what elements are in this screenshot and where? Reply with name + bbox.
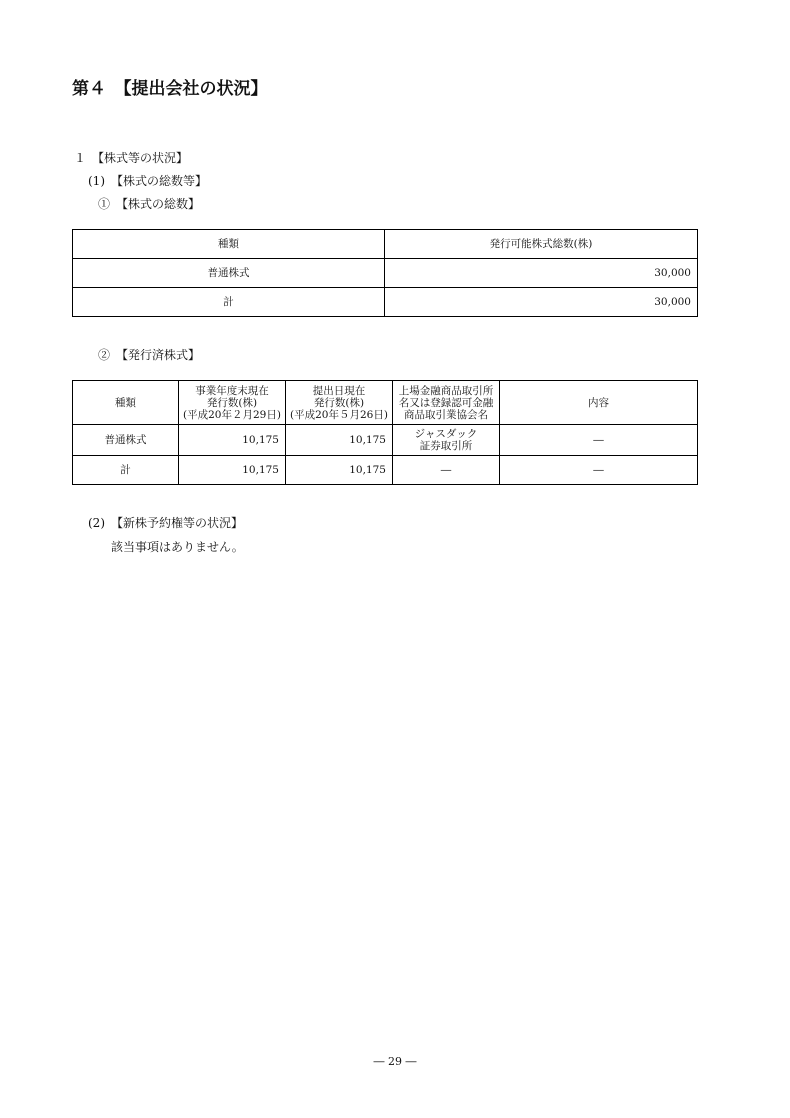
table-cell: 30,000 bbox=[385, 259, 698, 288]
table-header: 種類 bbox=[73, 230, 385, 259]
subsection-heading: (2) 【新株予約権等の状況】 bbox=[88, 516, 243, 530]
total-shares-table bbox=[72, 229, 698, 317]
table-cell: 計 bbox=[73, 288, 385, 317]
table-header: 発行可能株式総数(株) bbox=[385, 230, 698, 259]
table-cell: ― bbox=[500, 456, 698, 485]
section-heading: １ 【株式等の状況】 bbox=[74, 151, 189, 165]
table-cell: 30,000 bbox=[385, 288, 698, 317]
table-header: 上場金融商品取引所 名又は登録認可金融 商品取引業協会名 bbox=[393, 381, 500, 425]
table-cell: ― bbox=[500, 425, 698, 456]
table-row bbox=[73, 259, 698, 288]
table-header: 内容 bbox=[500, 381, 698, 425]
table-row bbox=[73, 288, 698, 317]
table-cell: 10,175 bbox=[179, 456, 286, 485]
table-cell: 10,175 bbox=[286, 456, 393, 485]
table-cell: 計 bbox=[73, 456, 179, 485]
page-number: ― 29 ― bbox=[373, 1055, 417, 1068]
table-header: 種類 bbox=[73, 381, 179, 425]
subsection-heading: (1) 【株式の総数等】 bbox=[88, 174, 207, 188]
table-cell: 普通株式 bbox=[73, 259, 385, 288]
table-header: 提出日現在 発行数(株) (平成20年５月26日) bbox=[286, 381, 393, 425]
body-text: 該当事項はありません。 bbox=[111, 540, 244, 554]
table-cell: 普通株式 bbox=[73, 425, 179, 456]
subsection-heading: ② 【発行済株式】 bbox=[98, 348, 201, 362]
issued-shares-table bbox=[72, 380, 698, 485]
table-cell: ― bbox=[393, 456, 500, 485]
subsection-heading: ① 【株式の総数】 bbox=[98, 197, 201, 211]
table-cell: 10,175 bbox=[179, 425, 286, 456]
table-cell: 10,175 bbox=[286, 425, 393, 456]
table-header: 事業年度末現在 発行数(株) (平成20年２月29日) bbox=[179, 381, 286, 425]
table-cell: ジャスダック 証券取引所 bbox=[393, 425, 500, 456]
table-row bbox=[73, 456, 698, 485]
page-title: 第４ 【提出会社の状況】 bbox=[72, 79, 268, 99]
table-row bbox=[73, 425, 698, 456]
